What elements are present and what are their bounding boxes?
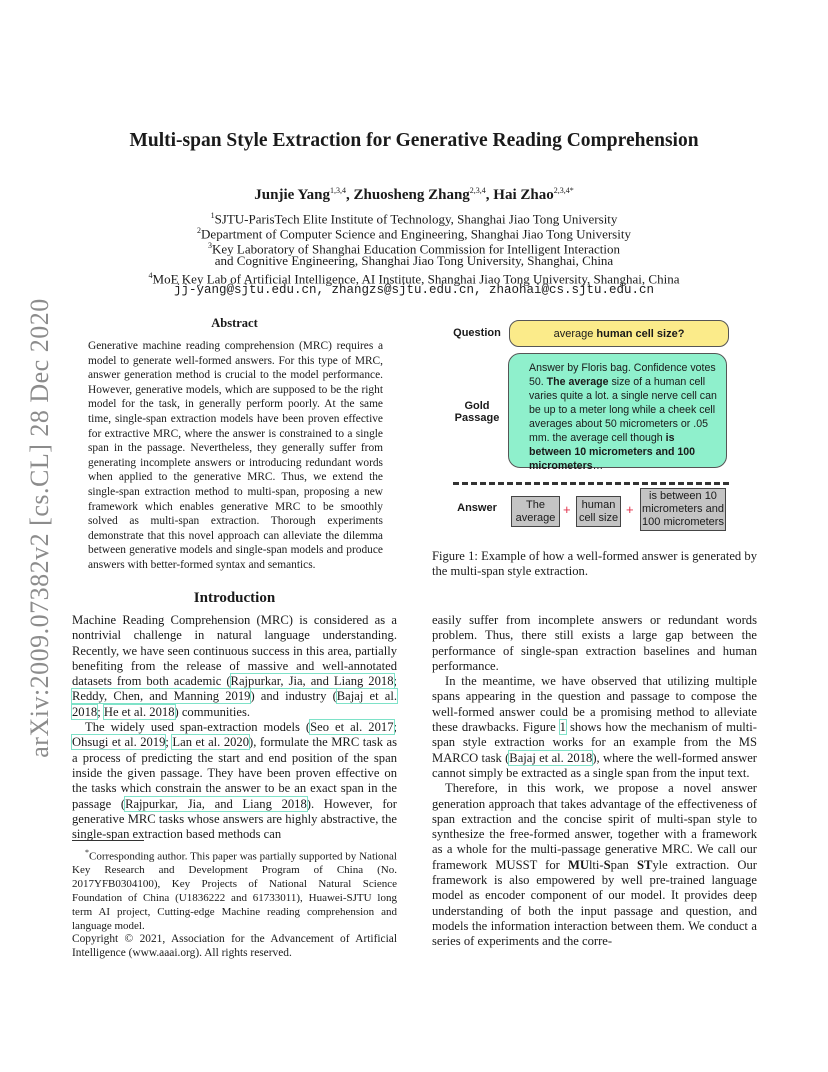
figure-caption: Figure 1: Example of how a well-formed answer is generated by the multi-span style extraction. xyxy=(432,549,757,579)
author-sup: 1,3,4 xyxy=(329,186,346,195)
citation-link[interactable]: He et al. 2018 xyxy=(103,704,175,719)
question-box: average human cell size? xyxy=(509,320,729,347)
authors: Junjie Yang$^{1,3,4}$, Zhuosheng Zhang$^{2,3,4}$, Hai Zhao$^{2,3,4*}$ xyxy=(254,186,574,203)
abstract-heading: Abstract xyxy=(211,316,258,330)
author-name: Hai Zhao xyxy=(493,187,554,203)
intro-column xyxy=(72,613,397,842)
footnote-text: *Corresponding author. This paper was partially supported by National Key Research and Development Program of China (No. 2017YFB0304100), Key Projects of National Natural Science Foundation of China (U1836222 and 61733011), Huawei-SJTU long term AI project, Cutting-edge Machine reading comprehension and language model. xyxy=(72,848,397,932)
footnote xyxy=(72,846,397,961)
paragraph: easily suffer from incomplete answers or redundant words problem. Thus, there still exists a large gap between the performance of single-span extraction baselines and human performance. xyxy=(432,613,757,673)
author-name: Zhuosheng Zhang xyxy=(353,187,470,203)
citation-link[interactable]: Bajaj et al. 2018 xyxy=(509,750,593,765)
author-emails: jj-yang@sjtu.edu.cn, zhangzs@sjtu.edu.cn, zhaohai@cs.sjtu.edu.cn xyxy=(173,283,655,297)
affiliation: $^4$MoE Key Lab of Artificial Intelligence, AI Institute, Shanghai Jiao Tong University, Shanghai, China xyxy=(148,271,680,287)
author-sup: 2,3,4* xyxy=(553,186,574,195)
citation-link[interactable]: Seo et al. 2017 xyxy=(310,720,394,735)
paragraph: Machine Reading Comprehension (MRC) is considered as a nontrivial challenge in natural language understanding. Recently, we have seen continuous success in this area, partially benefiting from the release of massive and well-annotated datasets from both academic (Rajpurkar, Jia, and Liang 2018; Reddy, Chen, and Manning 2019) and industry (Bajaj et al. 2018; He et al. 2018) communities. xyxy=(72,613,398,719)
citation-link[interactable]: Lan et al. 2020 xyxy=(172,735,250,750)
arxiv-watermark: arXiv:2009.07382v2 [cs.CL] 28 Dec 2020 xyxy=(25,298,54,758)
citation-link[interactable]: Rajpurkar, Jia, and Liang 2018 xyxy=(125,796,307,811)
answer-span-box: is between 10 micrometers and 100 micrometers xyxy=(640,488,726,531)
figure-link[interactable]: 1 xyxy=(559,720,566,735)
citation-link[interactable]: Rajpurkar, Jia, and Liang 2018 xyxy=(230,674,394,689)
copyright-notice: Copyright © 2021, Association for the Advancement of Artificial Intelligence (www.aaai.org). All rights reserved. xyxy=(72,933,397,960)
answer-span-box: human cell size xyxy=(576,496,621,527)
citation-link[interactable]: Reddy, Chen, and Manning 2019 xyxy=(72,689,251,704)
affiliation: $^1$SJTU-ParisTech Elite Institute of Technology, Shanghai Jiao Tong University xyxy=(210,211,618,227)
author-name: Junjie Yang xyxy=(254,187,330,203)
paragraph: In the meantime, we have observed that utilizing multiple spans appearing in the question and passage to compose the well-formed answer could be a promising method to alleviate these drawbacks. Figure 1 shows how the mechanism of multi-span style extraction works for an example from the MS MARCO task (Bajaj et al. 2018), where the well-formed answer cannot simply be extracted as a single span from the input text. xyxy=(432,674,757,780)
paper-title: Multi-span Style Extraction for Generative Reading Comprehension xyxy=(129,130,699,151)
affiliation: $^2$Department of Computer Science and Engineering, Shanghai Jiao Tong University xyxy=(197,226,631,242)
separator-dashed-line xyxy=(453,482,729,485)
paragraph: Therefore, in this work, we propose a novel answer generation approach that takes advantage of the effectiveness of span extraction and the concise spirit of multi-span style to synthesize the free-formed answer, together with a framework as a whole for the multi-passage generative MRC. We call our framework MUSST for MUlti-Span STyle extraction. Our framework is also empowered by well pre-trained language model as encoder component of our model. It provides deep understanding of both the input passage and question, and models the information interaction between them. We conduct a series of experiments and the corre- xyxy=(432,781,757,949)
answer-span-box: The average xyxy=(511,496,560,527)
paragraph: The widely used span-extraction models (Seo et al. 2017; Ohsugi et al. 2019; Lan et al. 2020), formulate the MRC task as a process of predicting the start and end position of the span inside the given passage. They have been proven effective on the tasks which constrain the answer to be an exact span in the passage (Rajpurkar, Jia, and Liang 2018). However, for generative MRC tasks whose answers are highly abstractive, the single-span extraction based methods can xyxy=(72,720,397,842)
introduction-heading: Introduction xyxy=(193,590,276,606)
citation-link[interactable]: Bajaj et al. 2018 xyxy=(72,689,398,719)
author-sup: 2,3,4 xyxy=(469,186,486,195)
footnote-rule xyxy=(72,840,144,841)
passage-label: Gold Passage xyxy=(454,400,500,424)
citation-link[interactable]: Ohsugi et al. 2019 xyxy=(72,735,166,750)
answer-label: Answer xyxy=(457,502,497,514)
plus-icon: + xyxy=(563,502,571,517)
passage-box: Answer by Floris bag. Confidence votes 50. The average size of a human cell varies quite a lot. a single nerve cell can be up to a meter long while a cheek cell averages about 50 micrometers or .05 mm. the average cell though is between 10 micrometers and 100 micrometers… xyxy=(508,353,727,468)
question-label: Question xyxy=(453,327,501,339)
abstract-body: Generative machine reading comprehension (MRC) requires a model to generate well-formed answers. For this type of MRC, answer generation method is crucial to the model performance. However, generative models, which are supposed to be the right model for the task, in generally perform poorly. At the same time, single-span extraction models have been proven effective for extractive MRC, where the answer is constrained to a single span in the passage. Nevertheless, they generally suffer from generating incomplete answers or introducing redundant words when applied to the generative MRC. Thus, we extend the single-span extraction method to multi-span, proposing a new framework which enables generative MRC to be smoothly solved as multi-span extraction. Thorough experiments demonstrate that this novel approach can alleviate the dilemma between generative models and single-span models and produce answers with better-formed syntax and semantics. xyxy=(88,340,383,571)
affiliation: $^3$Key Laboratory of Shanghai Education Commission for Intelligent Interaction xyxy=(208,241,620,257)
affiliation: and Cognitive Engineering, Shanghai Jiao Tong University, Shanghai, China xyxy=(214,253,614,268)
right-column xyxy=(432,613,757,950)
plus-icon: + xyxy=(626,502,634,517)
